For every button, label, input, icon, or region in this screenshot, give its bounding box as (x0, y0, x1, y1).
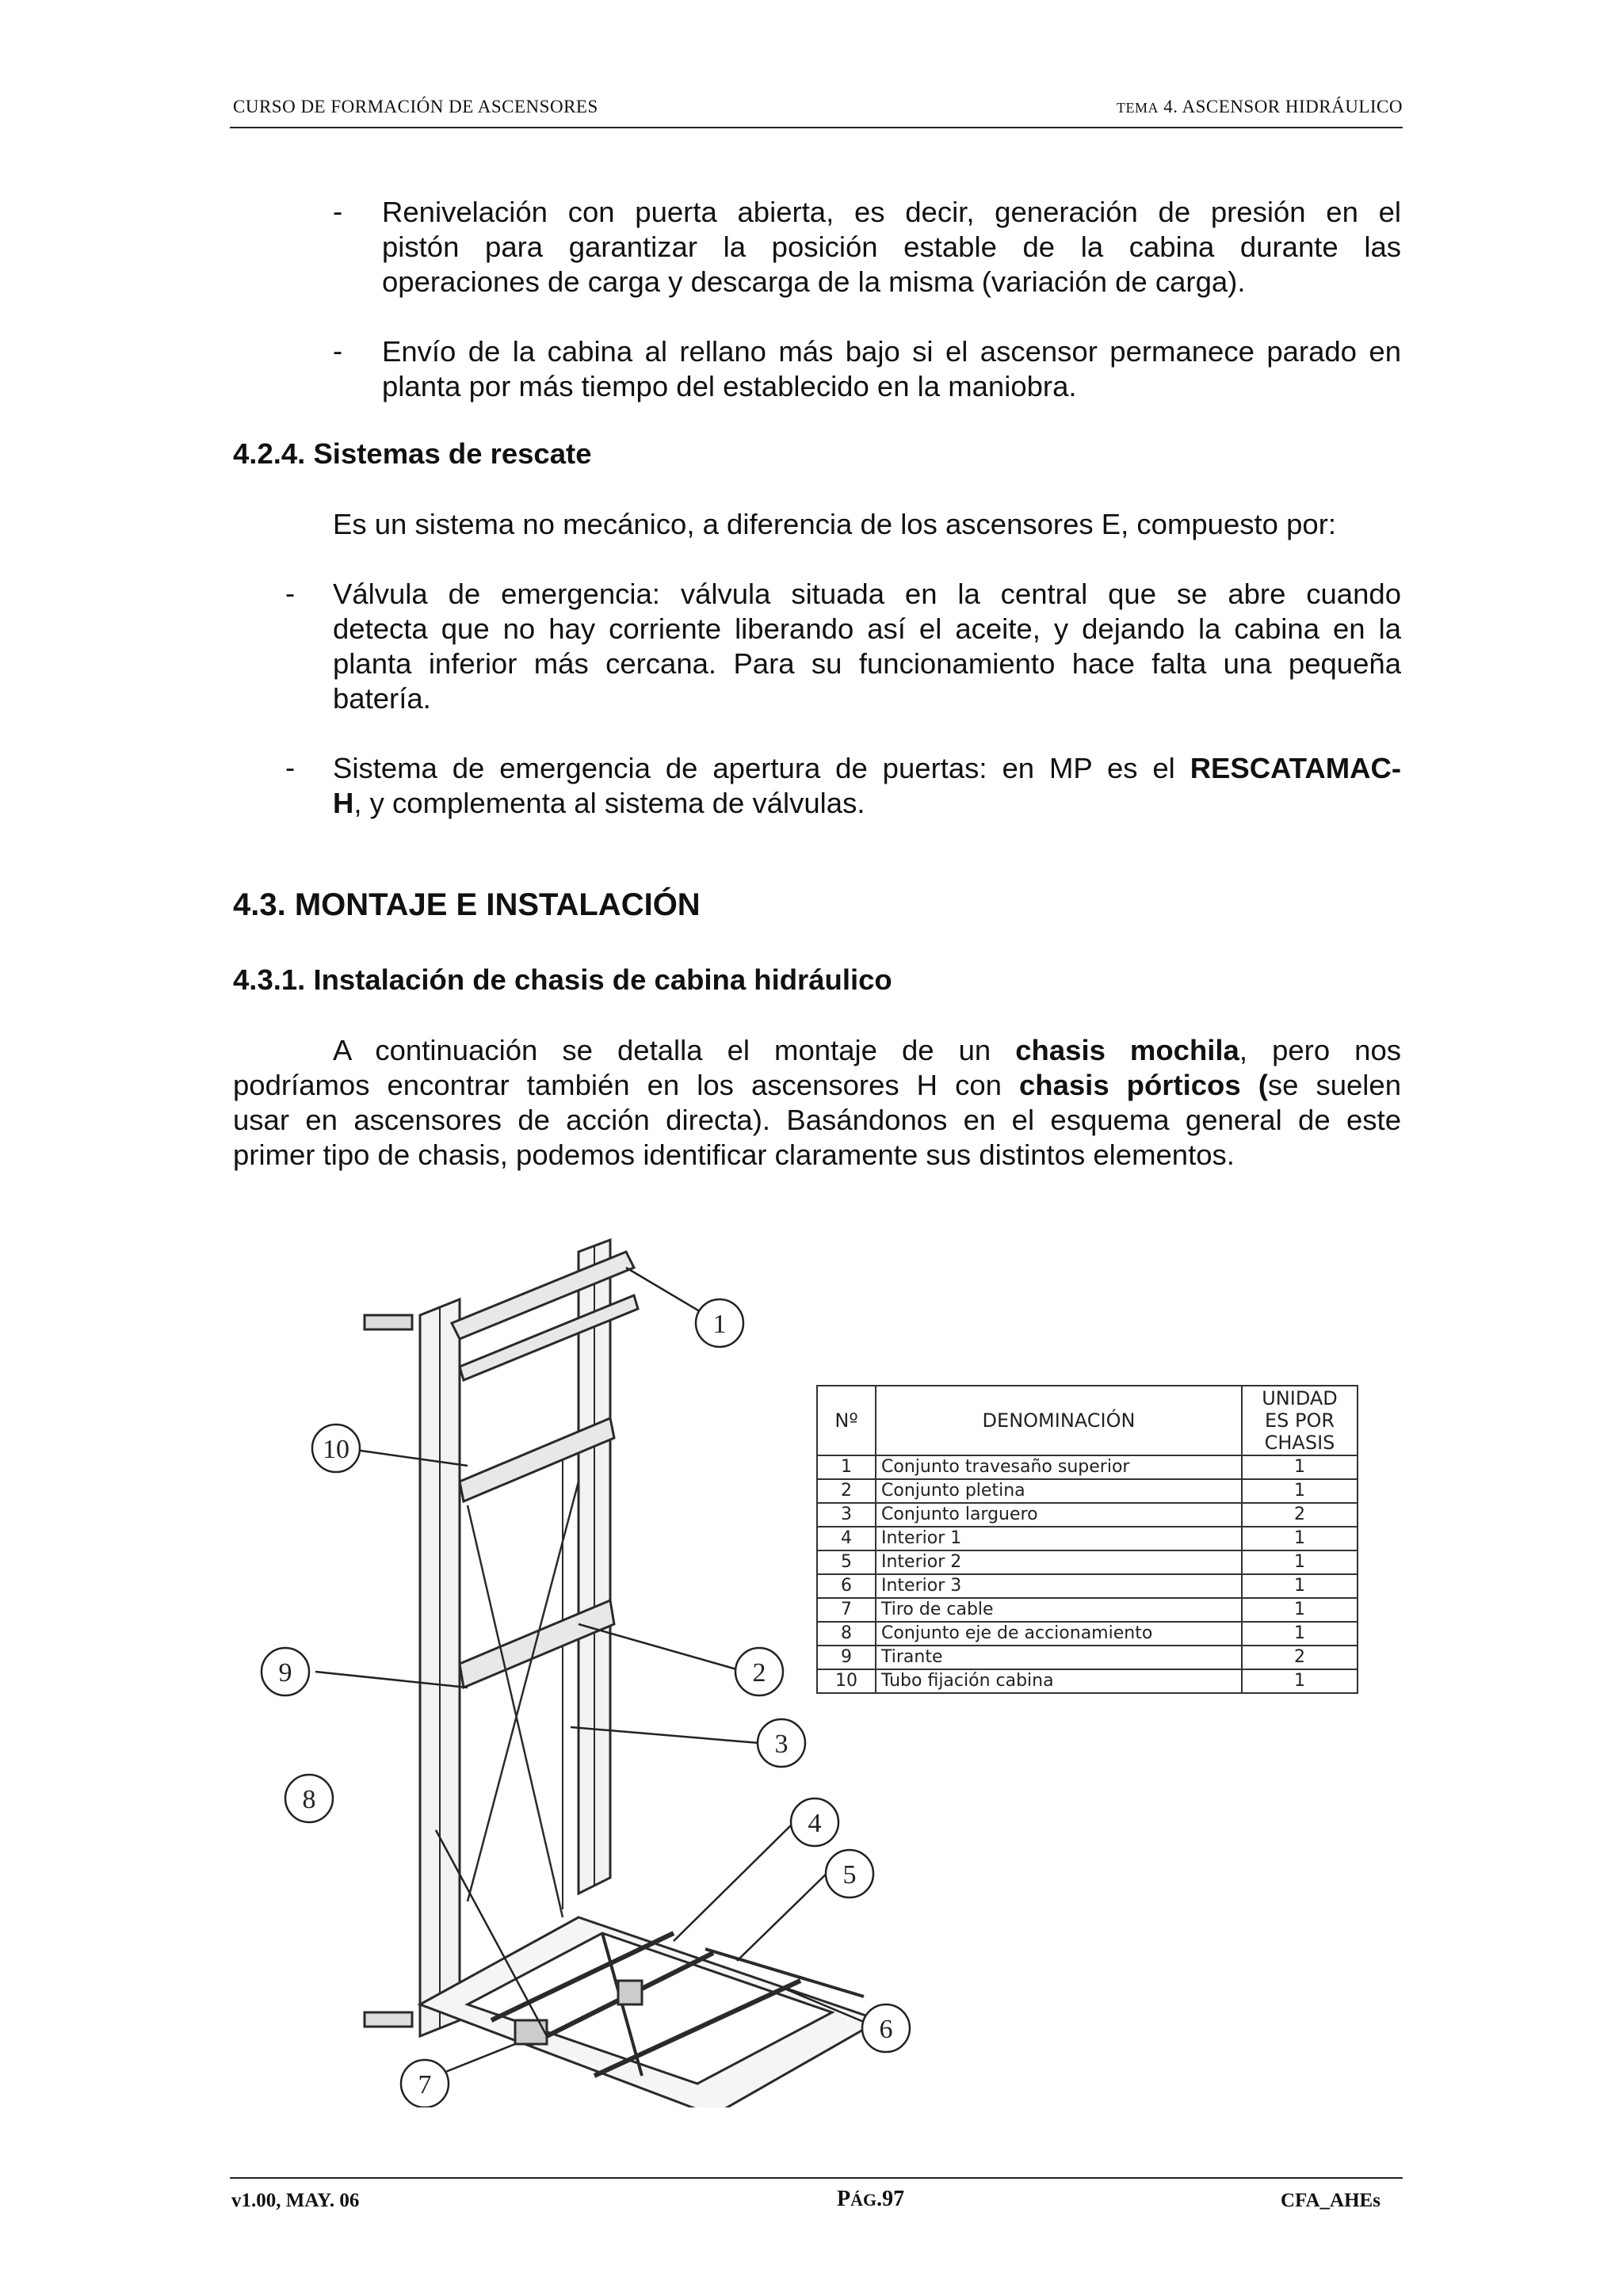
table-body (817, 1455, 1358, 1693)
cell-name: Conjunto larguero (876, 1503, 1242, 1527)
product-name: RESCATAMAC- (1190, 752, 1401, 784)
text-run: , pero nos (1239, 1034, 1402, 1066)
page-header (230, 95, 1403, 128)
cell-number: 7 (817, 1598, 876, 1622)
intro-424 (333, 507, 1411, 542)
header-line: CHASIS (1264, 1432, 1335, 1454)
text-line (333, 786, 1401, 821)
chapter-title (1117, 97, 1403, 117)
leader-line-5 (737, 1870, 831, 1961)
cell-quantity: 2 (1242, 1503, 1358, 1527)
cell-quantity: 1 (1242, 1669, 1358, 1693)
cell-number: 10 (817, 1669, 876, 1693)
cell-quantity: 1 (1242, 1455, 1358, 1479)
section-heading-431: 4.3.1. Instalación de chasis de cabina hidráulico (233, 963, 892, 996)
table-row (817, 1527, 1358, 1550)
document-code: CFA_AHEs (1281, 2190, 1381, 2211)
bullet-dash: - (285, 577, 296, 609)
product-name-suffix: H (333, 787, 354, 819)
table-row (817, 1479, 1358, 1503)
text-line: pistón para garantizar la posición estable de la cabina durante las (382, 231, 1401, 263)
bullet-releveling (382, 195, 1401, 299)
column-header-quantity (1242, 1386, 1358, 1455)
text-line: Válvula de emergencia: válvula situada en la central que se abre cuando (333, 578, 1401, 610)
cell-quantity: 1 (1242, 1479, 1358, 1503)
text-line: Es un sistema no mecánico, a diferencia de los ascensores E, compuesto por: (333, 508, 1336, 540)
bullet-dash: - (333, 195, 343, 227)
cell-number: 5 (817, 1550, 876, 1574)
page-number (837, 2187, 904, 2212)
cell-quantity: 1 (1242, 1598, 1358, 1622)
version-label: v1.00, MAY. 06 (231, 2190, 360, 2211)
callout-number: 7 (418, 2070, 432, 2100)
text-line: Renivelación con puerta abierta, es decir, generación de presión en el (382, 196, 1401, 228)
cell-name: Tubo fijación cabina (876, 1669, 1242, 1693)
cell-number: 3 (817, 1503, 876, 1527)
text-line (333, 751, 1401, 786)
table-row (817, 1503, 1358, 1527)
cell-name: Conjunto travesaño superior (876, 1455, 1242, 1479)
bullet-send-lowest (382, 334, 1401, 404)
cell-number: 1 (817, 1455, 876, 1479)
cell-name: Conjunto pletina (876, 1479, 1242, 1503)
cell-quantity: 1 (1242, 1622, 1358, 1646)
cell-number: 6 (817, 1574, 876, 1598)
tie-rod (468, 1505, 563, 1917)
cell-quantity: 1 (1242, 1550, 1358, 1574)
text-line: primer tipo de chasis, podemos identificar claramente sus distintos elementos. (233, 1138, 1235, 1171)
text-line: planta inferior más cercana. Para su funcionamiento hace falta una pequeña (333, 647, 1401, 680)
header-line: ES POR (1264, 1409, 1335, 1432)
cell-quantity: 1 (1242, 1527, 1358, 1550)
paragraph-431 (233, 1033, 1401, 1173)
text-run: se suelen (1267, 1069, 1402, 1101)
course-title: CURSO DE FORMACIÓN DE ASCENSORES (233, 97, 598, 116)
cell-number: 9 (817, 1646, 876, 1669)
text-line: batería. (333, 682, 431, 715)
callout-number: 3 (774, 1730, 789, 1759)
text-line: detecta que no hay corriente liberando así el aceite, y dejando la cabina en la (333, 612, 1401, 645)
page-prefix-small: ÁG (850, 2190, 877, 2210)
cell-name: Tirante (876, 1646, 1242, 1669)
bullet-dash: - (285, 751, 296, 784)
page-prefix: P (837, 2187, 851, 2211)
cell-number: 4 (817, 1527, 876, 1550)
callout-number: 1 (712, 1310, 727, 1339)
cell-quantity: 2 (1242, 1646, 1358, 1669)
callout-number: 10 (323, 1435, 349, 1464)
cell-quantity: 1 (1242, 1574, 1358, 1598)
chapter-label: TEMA (1117, 100, 1159, 116)
text-line: operaciones de carga y descarga de la misma (variación de carga). (382, 265, 1246, 298)
bracket (365, 1315, 412, 1329)
table-row (817, 1646, 1358, 1669)
callout-number: 8 (302, 1785, 316, 1814)
table-row (817, 1598, 1358, 1622)
table-row (817, 1455, 1358, 1479)
text-line: planta por más tiempo del establecido en la maniobra. (382, 370, 1077, 402)
cell-name: Conjunto eje de accionamiento (876, 1622, 1242, 1646)
callout-number: 9 (278, 1658, 292, 1688)
text-line: usar en ascensores de acción directa). Basándonos en el esquema general de este (233, 1104, 1401, 1136)
table-row (817, 1550, 1358, 1574)
cell-name: Interior 3 (876, 1574, 1242, 1598)
page-value: .97 (876, 2187, 905, 2211)
text-run: Sistema de emergencia de apertura de puertas: en MP es el (333, 752, 1190, 784)
table-row (817, 1669, 1358, 1693)
header-line: UNIDAD (1262, 1387, 1338, 1409)
cell-number: 8 (817, 1622, 876, 1646)
cell-number: 2 (817, 1479, 876, 1503)
text-line (233, 1033, 1401, 1068)
term-chasis-mochila: chasis mochila (1015, 1034, 1239, 1066)
cable-pull (515, 2020, 547, 2044)
chapter-name: 4. ASCENSOR HIDRÁULICO (1159, 97, 1403, 116)
column-header-name: DENOMINACIÓN (876, 1386, 1242, 1455)
column-header-number: Nº (817, 1386, 876, 1455)
cell-name: Interior 2 (876, 1550, 1242, 1574)
parts-table (816, 1385, 1358, 1694)
leader-line-7 (436, 2044, 515, 2076)
table-row (817, 1622, 1358, 1646)
text-line: Envío de la cabina al rellano más bajo si el ascensor permanece parado en (382, 335, 1401, 368)
text-run: podríamos encontrar también en los ascensores H con (233, 1069, 1019, 1101)
text-run: , y complementa al sistema de válvulas. (353, 787, 865, 819)
footer-rule (230, 2177, 1403, 2179)
bullet-emergency-valve (333, 577, 1401, 716)
cell-name: Tiro de cable (876, 1598, 1242, 1622)
bullet-door-emergency (333, 751, 1401, 821)
callout-number: 6 (879, 2015, 893, 2044)
table-row (817, 1574, 1358, 1598)
bullet-dash: - (333, 334, 343, 367)
callout-number: 5 (842, 1860, 857, 1890)
text-line (233, 1068, 1401, 1103)
section-heading-424: 4.2.4. Sistemas de rescate (233, 437, 592, 470)
cell-name: Interior 1 (876, 1527, 1242, 1550)
term-chasis-porticos: chasis pórticos ( (1018, 1069, 1268, 1101)
table-header-row (817, 1386, 1358, 1455)
bracket (365, 2012, 412, 2027)
callout-number: 4 (808, 1809, 822, 1838)
drive-block (618, 1981, 642, 2004)
callout-number: 2 (752, 1658, 766, 1688)
text-run: A continuación se detalla el montaje de un (333, 1034, 1016, 1066)
section-heading-43: 4.3. MONTAJE E INSTALACIÓN (233, 887, 701, 922)
